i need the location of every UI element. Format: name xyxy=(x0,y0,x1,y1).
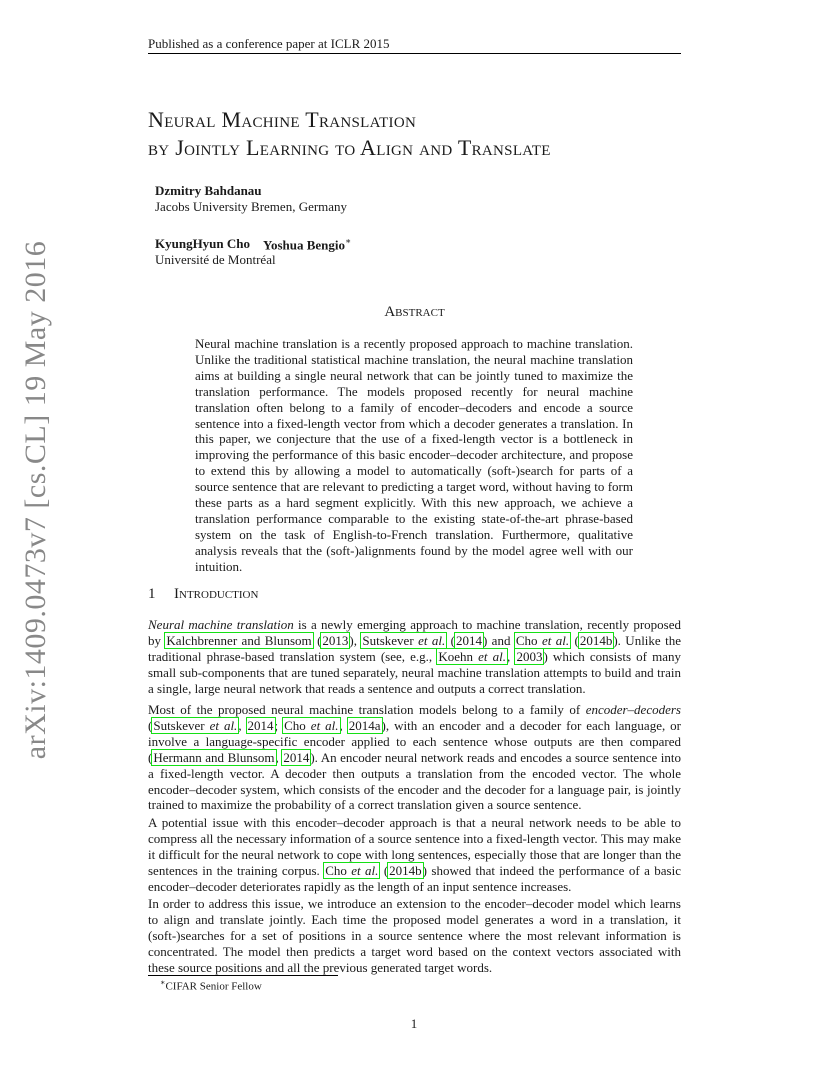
page-number: 1 xyxy=(410,1016,418,1031)
citation-author: Cho xyxy=(284,717,311,733)
footnote-divider xyxy=(148,975,338,976)
citation-etal: et al. xyxy=(541,632,570,648)
intro-paragraph-4: In order to address this issue, we introduce an extension to the encoder–decoder model which learns to align and translate jointly. Each time the proposed model generates a word in a translation, it (soft-)searches for a set of positions in a source sentence where the most relevant information is concentrated. The model then predicts a target word based on the context vectors associated with these source positions and all the previous generated target words. xyxy=(148,896,681,975)
intro-paragraph-1 xyxy=(148,617,681,697)
affiliation-montreal: Université de Montréal xyxy=(155,252,276,267)
author-bengio-name: Yoshua Bengio xyxy=(263,237,345,253)
abstract-heading: Abstract xyxy=(384,304,445,320)
citation-link[interactable]: 2014a xyxy=(348,717,381,733)
footnote-marker: ∗ xyxy=(160,978,166,987)
header-divider xyxy=(148,53,681,54)
text: ). An encoder neural network reads and encodes a source sentence into a fixed-length vector. A decoder then outputs a translation from the encoded vector. The whole encoder–decoder system, which consists of the encoder and the decoder for a language pair, is jointly trained to maximize the probability of a correct translation given a source sentence. xyxy=(148,749,682,813)
text: ) which consists of many small sub-components that are tuned separately, neural machine translation attempts to build and train a single, large neural network that reads a sentence and outputs a correct translation. xyxy=(148,648,682,696)
citation-link[interactable]: 2014b xyxy=(389,862,422,878)
citation-etal: et al. xyxy=(209,717,238,733)
citation-link[interactable]: 2014 xyxy=(455,632,482,648)
text: , xyxy=(339,717,348,733)
text: ). Unlike the traditional phrase-based translation system (see, e.g., xyxy=(148,632,681,664)
citation-author: Koehn xyxy=(438,648,479,664)
citation-link[interactable] xyxy=(152,718,238,733)
term-nmt: Neural machine translation xyxy=(148,617,294,632)
section-heading-introduction xyxy=(148,586,258,603)
citation-link[interactable] xyxy=(515,633,570,648)
section-title: Introduction xyxy=(174,586,259,602)
citation-link[interactable]: 2013 xyxy=(322,632,349,648)
footnote xyxy=(160,978,262,993)
citation-etal: et al. xyxy=(351,862,379,878)
citation-author: Sutskever xyxy=(362,632,419,648)
running-header: Published as a conference paper at ICLR 2015 xyxy=(148,36,390,51)
citation-link[interactable]: Hermann and Blunsom xyxy=(153,749,275,765)
citation-etal: et al. xyxy=(418,632,446,648)
text: , xyxy=(275,749,283,765)
citation-author: Cho xyxy=(325,862,352,878)
abstract-body: Neural machine translation is a recently proposed approach to machine translation. Unlike the traditional statistical machine translation, the neural machine translation aims at building a single neural network that can be jointly tuned to maximize the translation performance. The models proposed recently for neural machine translation often belong to a family of encoder–decoders and encode a source sentence into a fixed-length vector from which a decoder generates a translation. In this paper, we conjecture that the use of a fixed-length vector is a bottleneck in improving the performance of this basic encoder–decoder architecture, and propose to extend this by allowing a model to automatically (soft-)search for parts of a source sentence that are relevant to predicting a target word, without having to form these parts as a hard segment explicitly. With this new approach, we achieve a translation performance comparable to the existing state-of-the-art phrase-based system on the task of English-to-French translation. Furthermore, qualitative analysis reveals that the (soft-)alignments found by the model agree well with our intuition. xyxy=(195,336,633,574)
citation-link[interactable]: 2003 xyxy=(516,648,543,664)
text: ) and xyxy=(482,632,515,648)
arxiv-identifier: arXiv:1409.0473v7 [cs.CL] 19 May 2016 xyxy=(19,240,52,760)
section-number: 1 xyxy=(148,586,156,602)
intro-paragraph-3 xyxy=(148,815,681,895)
citation-author: Sutskever xyxy=(153,717,210,733)
footnote-mark: ∗ xyxy=(345,236,352,246)
paper-title xyxy=(148,106,551,162)
term-encoder-decoders: encoder–decoders xyxy=(585,702,681,717)
text: ( xyxy=(446,632,455,648)
text: , xyxy=(238,717,247,733)
citation-link[interactable] xyxy=(283,718,339,733)
intro-paragraph-2 xyxy=(148,702,681,813)
citation-link[interactable] xyxy=(324,863,379,878)
author-cho: KyungHyun Cho xyxy=(155,236,251,251)
citation-link[interactable]: Kalchbrenner and Blunsom xyxy=(166,632,312,648)
citation-etal: et al. xyxy=(478,648,507,664)
text: , xyxy=(507,648,516,664)
footnote-text: CIFAR Senior Fellow xyxy=(165,980,262,993)
citation-link[interactable]: 2014 xyxy=(247,717,274,733)
text: ( xyxy=(570,632,579,648)
text: A potential issue with this encoder–decoder approach is that a neural network needs to be able to compress all the necessary information of a source sentence into a fixed-length vector. This may make it difficult for the neural network to cope with long sentences, especially those that are longer than the sentences in the training corpus. xyxy=(148,815,681,878)
text: Most of the proposed neural machine translation models belong to a family of xyxy=(148,702,586,717)
citation-link[interactable] xyxy=(361,633,446,648)
citation-link[interactable]: 2014 xyxy=(283,749,310,765)
author-bahdanau: Dzmitry Bahdanau xyxy=(155,183,262,198)
text: ), xyxy=(349,632,362,648)
citation-link[interactable] xyxy=(437,649,507,664)
title-line-2: by Jointly Learning to Align and Translate xyxy=(148,135,551,160)
text: ; xyxy=(274,717,284,733)
text: ) showed that indeed the performance of a basic encoder–decoder deteriorates rapidly as the length of an input sentence increases. xyxy=(148,862,681,894)
text: ), with an encoder and a decoder for each language, or involve a language-specific encoder applied to each sentence whose outputs are then compared ( xyxy=(148,717,682,765)
text: is a newly emerging approach to machine translation, recently proposed by xyxy=(148,617,681,648)
text: ( xyxy=(148,717,153,733)
citation-link[interactable]: 2014b xyxy=(579,632,613,648)
author-bengio xyxy=(263,236,351,253)
citation-author: Cho xyxy=(515,632,542,648)
text: ( xyxy=(312,632,322,648)
citation-etal: et al. xyxy=(310,717,339,733)
affiliation-jacobs: Jacobs University Bremen, Germany xyxy=(155,199,348,214)
title-line-1: Neural Machine Translation xyxy=(148,107,417,132)
text: ( xyxy=(379,862,389,878)
